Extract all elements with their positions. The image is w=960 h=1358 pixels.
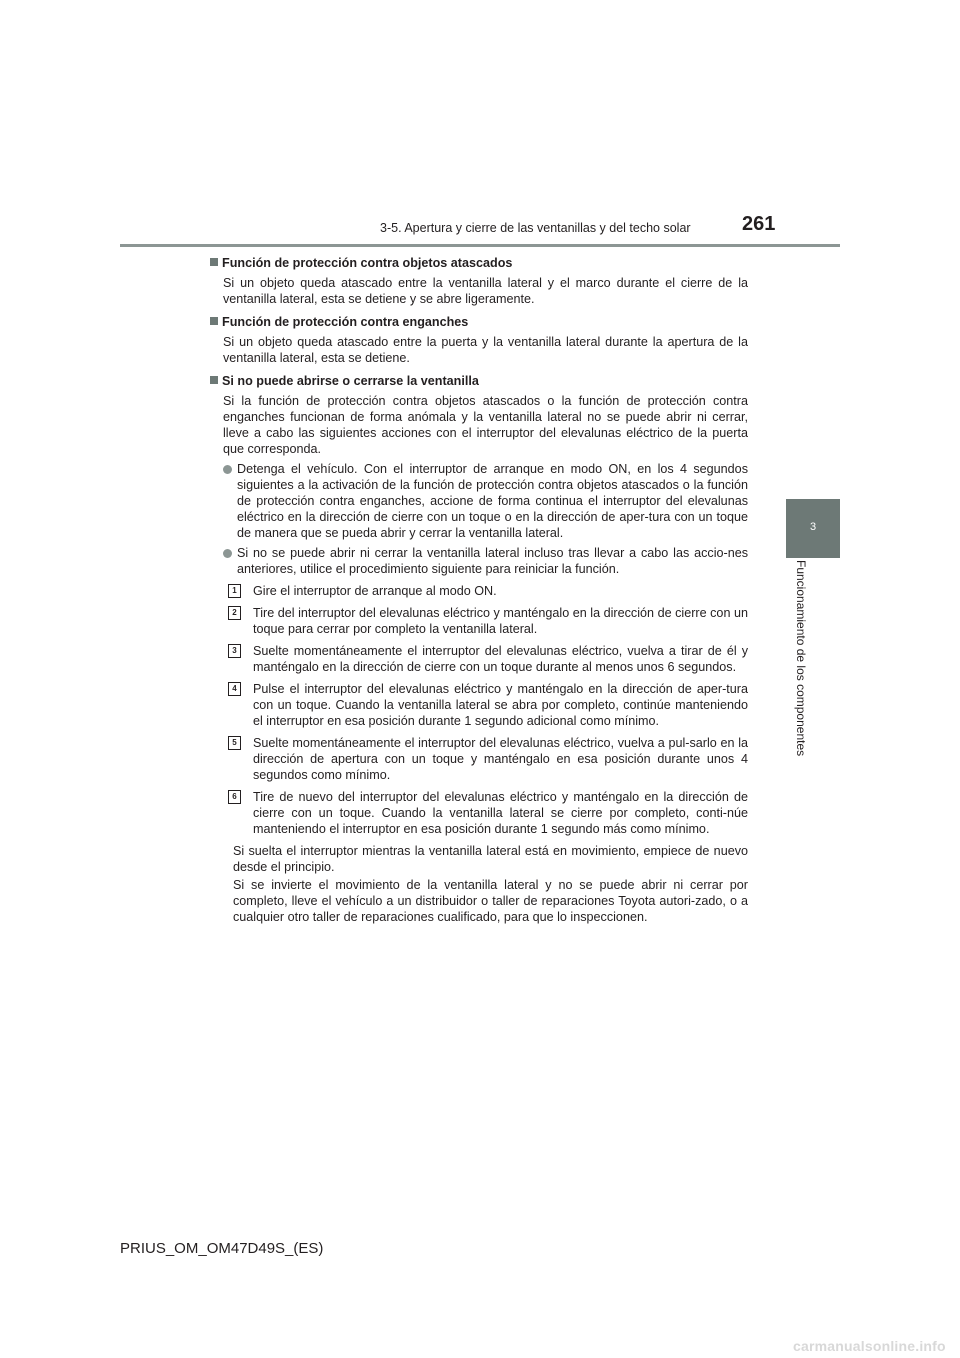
- document-code: PRIUS_OM_OM47D49S_(ES): [120, 1240, 324, 1257]
- circle-bullet-icon: [223, 549, 232, 558]
- step-text: Suelte momentáneamente el interruptor del elevalunas eléctrico, vuelva a pul-sarlo en la dirección de apertura con un toque y manténgalo en esa posición durante unos 4 segundos como mínimo.: [253, 736, 748, 782]
- step-text: Gire el interruptor de arranque al modo ON.: [253, 584, 497, 598]
- step-number-box: 5: [228, 736, 241, 750]
- header-section-title: 3-5. Apertura y cierre de las ventanillas y del techo solar: [380, 221, 691, 235]
- section-body: Si un objeto queda atascado entre la puerta y la ventanilla lateral durante la apertura de la ventanilla lateral, esta se detiene.: [223, 335, 748, 365]
- closing-note-1: Si suelta el interruptor mientras la ventanilla lateral está en movimiento, empiece de nuevo desde el principio.: [233, 844, 748, 874]
- bullet-item: Si no se puede abrir ni cerrar la ventanilla lateral incluso tras llevar a cabo las accio-nes anteriores, utilice el procedimiento siguiente para reiniciar la función.: [223, 545, 748, 577]
- page-content: [210, 255, 748, 932]
- chapter-number: 3: [809, 521, 817, 533]
- step-item: [228, 735, 748, 783]
- chapter-tab: [786, 499, 840, 558]
- section-title: Si no puede abrirse o cerrarse la ventanilla: [222, 374, 479, 388]
- step-number-box: 1: [228, 584, 241, 598]
- section-jam-protection: [210, 255, 748, 307]
- step-number-box: 4: [228, 682, 241, 696]
- section-title: Función de protección contra objetos atascados: [222, 256, 513, 270]
- square-bullet-icon: [210, 258, 218, 266]
- chapter-title: Funcionamiento de los componentes: [794, 560, 808, 757]
- watermark: carmanualsonline.info: [793, 1338, 946, 1354]
- step-item: [228, 583, 748, 599]
- reset-steps: [228, 583, 748, 837]
- bullet-item: Detenga el vehículo. Con el interruptor de arranque en modo ON, en los 4 segundos siguientes a la activación de la función de protección contra objetos atascados o la función de protección contra enganches, accione de forma continua el interruptor del elevalunas eléctrico en la dirección de cierre con un toque o en la dirección de aper-tura con un toque de manera que se pueda abrir y cerrar la ventanilla lateral.: [223, 461, 748, 541]
- section-window-fails: [210, 373, 748, 925]
- section-catch-protection: [210, 314, 748, 366]
- step-text: Pulse el interruptor del elevalunas eléctrico y manténgalo en la dirección de aper-tura con un toque. Cuando la ventanilla lateral se abra por completo, continúe manteniendo el interruptor en esa posición durante 1 segundo adicional como mínimo.: [253, 682, 748, 728]
- step-text: Tire de nuevo del interruptor del elevalunas eléctrico y manténgalo en la dirección de cierre con un toque. Cuando la ventanilla lateral se cierre por completo, conti-núe manteniendo el interruptor en esa posición durante 1 segundo más como mínimo.: [253, 790, 748, 836]
- step-number-box: 3: [228, 644, 241, 658]
- step-text: Suelte momentáneamente el interruptor del elevalunas eléctrico, vuelva a tirar de él y manténgalo en la dirección de cierre con un toque durante al menos unos 6 segundos.: [253, 644, 748, 674]
- step-item: [228, 605, 748, 637]
- section-title: Función de protección contra enganches: [222, 315, 469, 329]
- step-number-box: 6: [228, 790, 241, 804]
- page-number: 261: [742, 213, 776, 235]
- circle-bullet-icon: [223, 465, 232, 474]
- square-bullet-icon: [210, 317, 218, 325]
- step-number-box: 2: [228, 606, 241, 620]
- closing-note-2: Si se invierte el movimiento de la ventanilla lateral y no se puede abrir ni cerrar por completo, lleve el vehículo a un distribuidor o taller de reparaciones Toyota autori-zado, o a cualquier otro taller de reparaciones cualificado, para que lo inspeccionen.: [233, 878, 748, 924]
- section-body: Si la función de protección contra objetos atascados o la función de protección contra enganches funcionan de forma anómala y la ventanilla lateral no se puede abrir ni cerrar, lleve a cabo las siguientes acciones con el interruptor del elevalunas eléctrico de la puerta que corresponda.: [223, 394, 748, 456]
- header-divider: [120, 244, 840, 247]
- step-item: [228, 643, 748, 675]
- section-body: Si un objeto queda atascado entre la ventanilla lateral y el marco durante el cierre de la ventanilla lateral, esta se detiene y se abre ligeramente.: [223, 276, 748, 306]
- step-item: [228, 789, 748, 837]
- step-text: Tire del interruptor del elevalunas eléctrico y manténgalo en la dirección de cierre con un toque para cerrar por completo la ventanilla lateral.: [253, 606, 748, 636]
- step-item: [228, 681, 748, 729]
- square-bullet-icon: [210, 376, 218, 384]
